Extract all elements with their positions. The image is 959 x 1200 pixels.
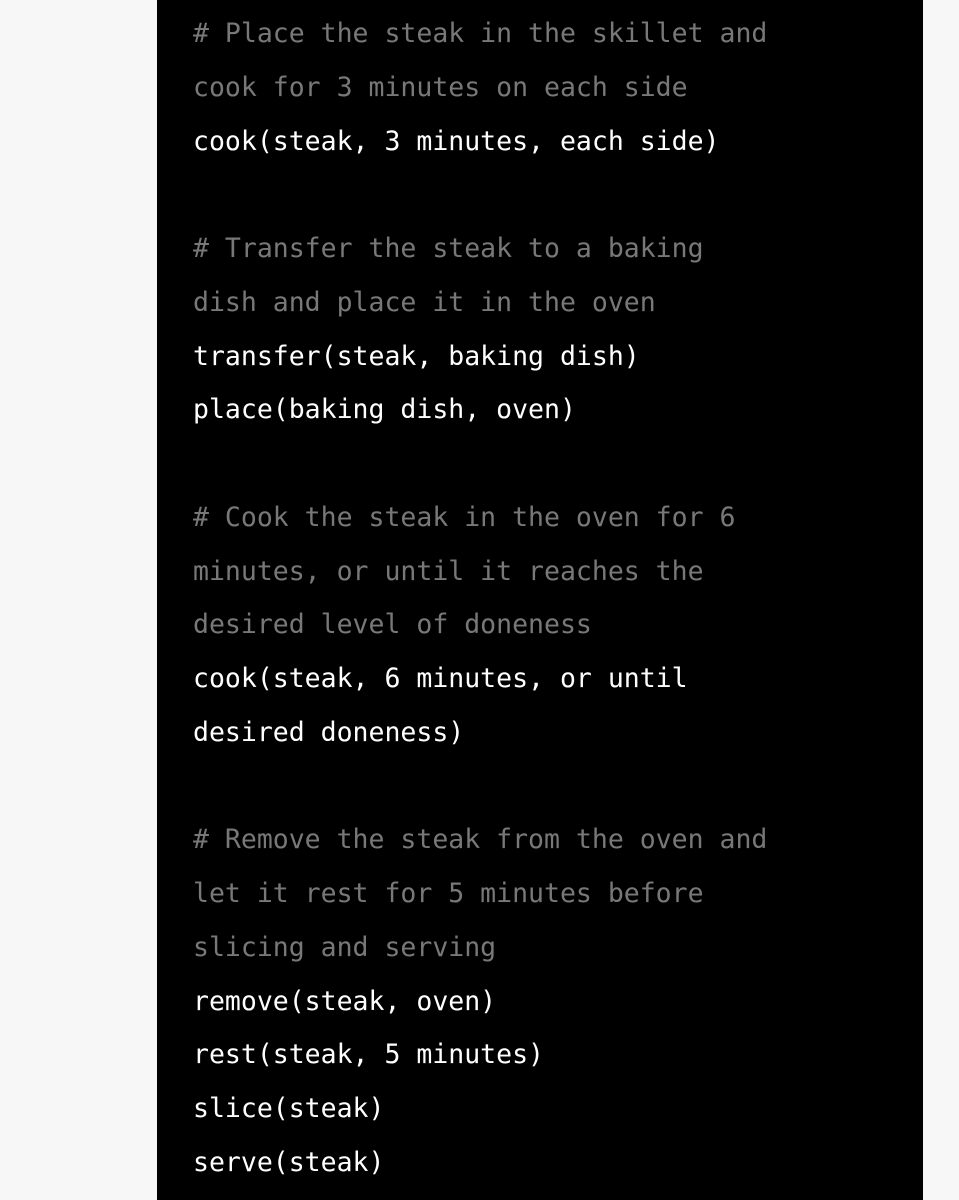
blank-line bbox=[193, 168, 923, 222]
blank-line bbox=[193, 437, 923, 491]
blank-line bbox=[193, 760, 923, 814]
comment-line: # Remove the steak from the oven and bbox=[193, 824, 768, 856]
code-line: cook(steak, 3 minutes, each side) bbox=[193, 125, 720, 157]
code-block bbox=[157, 0, 923, 1200]
code-line: remove(steak, oven) bbox=[193, 985, 497, 1017]
comment-line: let it rest for 5 minutes before bbox=[193, 878, 704, 909]
code-line: cook(steak, 6 minutes, or until bbox=[193, 663, 688, 694]
code-line: rest(steak, 5 minutes) bbox=[193, 1039, 544, 1071]
comment-line: dish and place it in the oven bbox=[193, 286, 656, 318]
comment-line: slicing and serving bbox=[193, 931, 497, 963]
comment-line: # Cook the steak in the oven for 6 bbox=[193, 501, 736, 533]
comment-line: # Place the steak in the skillet and bbox=[193, 18, 768, 49]
code-line: transfer(steak, baking dish) bbox=[193, 340, 640, 372]
code-line: serve(steak) bbox=[193, 1146, 385, 1178]
comment-line: # Transfer the steak to a baking bbox=[193, 233, 704, 264]
comment-line: desired level of doneness bbox=[193, 609, 592, 641]
code-line: desired doneness) bbox=[193, 716, 465, 748]
comment-line: cook for 3 minutes on each side bbox=[193, 71, 688, 103]
code-line: place(baking dish, oven) bbox=[193, 394, 576, 426]
comment-line: minutes, or until it reaches the bbox=[193, 555, 704, 587]
code-line: slice(steak) bbox=[193, 1093, 385, 1124]
